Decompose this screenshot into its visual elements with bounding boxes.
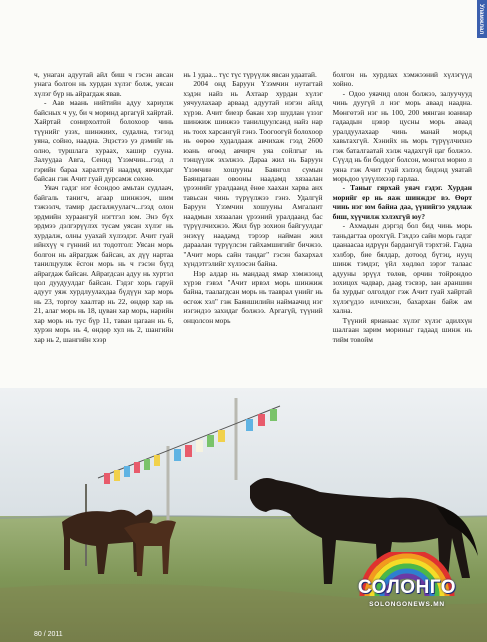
paragraph: - Одоо уяачид олон болжээ, залуучууд чинь дуугүй л нэг морь аваад наадна. Мөнгөтэй нэг нь 100, 200 мянган юаниар гадаадын цэвэр цусны морь аваад уралдуулахаар чинь манай морьд хавьтахгүй. Хэнийх нь морь түрүүлчихнэ гэж баталгаатай хэлж чадахгүй цаг болжээ. Сүүлд нь би боддог болсон, монгол морио л уяна гэж Ачит гуай хэлээд бидэнд уяатай морьдоо үзүүлэхээр гарлаа. bbox=[332, 88, 472, 183]
logo-url: SOLONGONEWS.MN bbox=[369, 601, 445, 608]
article-column-1 bbox=[34, 70, 173, 388]
solongo-logo[interactable] bbox=[352, 552, 462, 618]
article-column-3 bbox=[333, 70, 472, 388]
page-number: 80 / 2011 bbox=[34, 631, 63, 638]
article-body bbox=[34, 70, 472, 388]
logo-name: СОЛОНГО bbox=[357, 577, 457, 598]
paragraph: Түүний ярианаас хүлэг хүлэг адилхүн шалгаан зарим мориныг гадаад шинж нь тийм товойм bbox=[332, 315, 472, 344]
paragraph: нь 1 удаа... түс түс түрүүлж явсан удаатай. bbox=[183, 70, 317, 79]
paragraph: - Таныг гярхай уяач гэдэг. Хурдан морийг ер нь яаж шинждэг вэ. Өөрт чинь нэг юм байна даа, үүнийгээ уядлаж биш, хүүчилж хэлэхгүй юу? bbox=[332, 183, 472, 221]
section-tab-label: Уламжлал bbox=[478, 4, 484, 35]
paragraph: - Ахмадын дэргэд бол бид чинь морь таньдагтаа орохгүй. Гэхдээ сайн морь гадзг цаанаасаа идрүүн бардангүй тэрхтэй. Гадна хэлбэр, бие бялдар, дотоод бүтэц, нууц шинж тэмдэг, үйл хөдлөл зэрэг талаас адууны эрүүл төлөв, орчин тойрондоо зохицох чадвар, дааg тэсвэр, зан араншин ба хурдыг олголдог гэж Ачит гуай хайртай хүлэгүдээ илчихсэн, бахархан байж ам хална. bbox=[332, 221, 472, 316]
section-tab bbox=[477, 0, 487, 38]
paragraph: 2004 онд Баруун Үзэмчин нутагтай хэдэн найз нь Ахтаар хурдан хүлэг уячуулахаар арвaaд адуутай нэгэн айлд хүрэв. Ачит биезр бакан хэр шудлан үзэзг шинжиж шинжээ танилцуулсанд найз нар нь тоох харсангүй гэнэ. Тоогоогүй болохоор нь өөрөө худалдааж авчихаж гэзд 2600 юань өгөөд авчирч уяа сойлгыг нь тэнцүүлж эхэлжээ. Дараа жил нь Баруун Үзэмчин хошууны Баянгол сумын Баянцагаан овооны наадамд хязаалан үрээнийг уралдаанд ёнөе хаахан харвa анх тавьсан чинь түрүүлжээ гэнэ. Удалгүй Баруун Үзэмчин хошууны Амгалант наадмын хязаалан үрээний уралдаанд бас түрүүлчихжээ. Жил бүр зохион байгуулдаг энэхүү наадамд тэрээр найман жил дараалан түрүүлсэн гайхамшигийг бичжээ. "Ачит морь сайн тандаг" гэсэн бахархал хүндэтгэлийг хүлээсэн байна. bbox=[183, 79, 323, 269]
paragraph: Нэр алдар нь мандaaд ямар хэмжээнд хүрэв гэвэл "Ачит ирвэл морь шинжиж байна, таалагдсан морь нь тааврал үнийг нь өсгөж хэл" гэж Баяншилийн наймаачид нэг нэгэндээ захидаг болжээ. Аргагүй, түүний онцолсон морь bbox=[183, 268, 323, 325]
article-column-2 bbox=[183, 70, 322, 388]
paragraph: Уяач гадзг нэг ёсондоо амьтан судлаач, байгаль танигч, агаар шинжээч, шим тэжээлч, тамир дасгалжуулагч...гэзд олон эрдмийн хураангуй нэгтгэл юм. Энэ бүх эрдмээ дэлгэрүүлэх тусам уясан хүлэг нь хурдалж, олны ууахай хүлээдэг. Ачит гуай ийнхүү ч гүнний ил тодотгол: Уясан морь болгон нь айрагдаж байсан, ах дүү нартаа танилцуулж ёсгон морь нь ч гэсэн бүгд айрагдаж байсан. Айрагдсан адуу нь хуртэл цол дуудуулдаг байсан. Гэдэг хорь гаруй адуут уяж хурдлуулахдаа бүдүүн хар морь нь 23, торгоу хаалтар нь 22, өндөр хар нь 21, алаг морь нь 18, цуван хар морь, нарийн хар морь нь тус бүр 11, таван цагаан нь 6, хурэн морь нь 4, өндөр хул нь 2, шангийн хар нь 2, шангийн хээр bbox=[34, 183, 174, 344]
paragraph: ч, унаган адуутай айл биш ч гэсэн авсан унага болгон нь хурдан хүлэг болж, уясан хүлэг бүр нь айрагдаж явав. bbox=[34, 70, 174, 98]
paragraph: - Аав маань нийтийн адуу хариулж байсных ч уу, би ч моринд аргагүй хайртай. Хайртай сонирхолтой болохоор чинь түүнийг узэх, шинжиих, судалнa, тэгэзд уяна, сойно, наадна. Эцэстээ уэ дэмийг нь олно, туршлага хураах, хашир сууна. Залуудаа Авга, Сенид Үзэмчин...гэзд л гэрийн бараа харалтгүй наадмд явчихдаг байсан гэж Ачит гуай дурсамж сөхнө. bbox=[34, 98, 174, 183]
paragraph: болгон нь хурдлах хэмжээний хүлэгүүд хойно. bbox=[332, 70, 472, 89]
